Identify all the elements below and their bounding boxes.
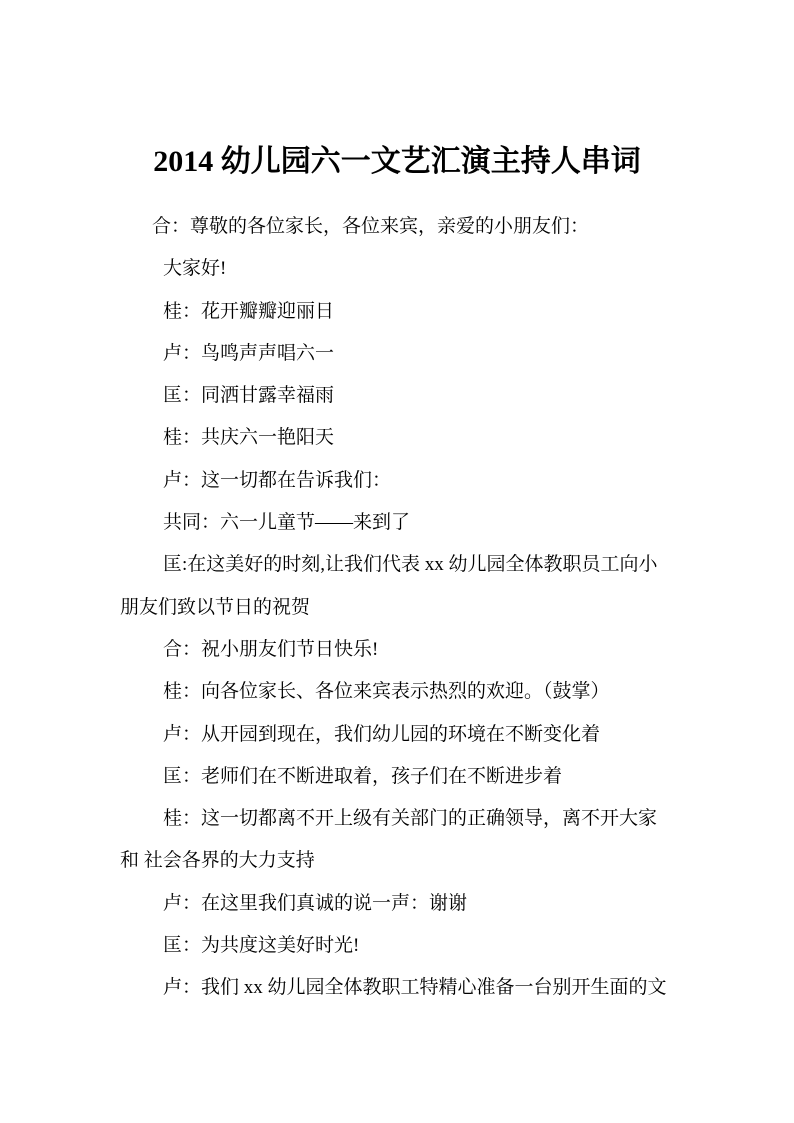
script-line: 匡：为共度这美好时光! (163, 935, 360, 957)
document-title: 2014 幼儿园六一文艺汇演主持人串词 (153, 145, 641, 178)
script-line: 合：尊敬的各位家长，各位来宾，亲爱的小朋友们： (152, 216, 590, 237)
script-line: 卢：这一切都在告诉我们： (163, 469, 392, 491)
script-line: 共同：六一儿童节——来到了 (163, 512, 411, 534)
script-line: 桂：这一切都离不开上级有关部门的正确领导，离不开大家 (163, 808, 658, 830)
script-line: 桂：共庆六一艳阳天 (163, 427, 335, 449)
script-line: 卢：从开园到现在，我们幼儿园的环境在不断变化着 (163, 723, 601, 745)
script-line: 桂：向各位家长、各位来宾表示热烈的欢迎。（鼓掌） (163, 681, 610, 703)
script-line: 朋友们致以节日的祝贺 (120, 596, 311, 618)
script-line: 卢：鸟鸣声声唱六一 (163, 342, 335, 364)
document-body (0, 206, 794, 1010)
script-line: 匡：同洒甘露幸福雨 (163, 385, 335, 407)
script-line: 桂：花开瓣瓣迎丽日 (163, 300, 335, 322)
script-line: 合：祝小朋友们节日快乐! (163, 638, 379, 660)
script-line: 卢：在这里我们真诚的说一声：谢谢 (163, 892, 468, 914)
script-line: 匡：老师们在不断进取着，孩子们在不断进步着 (163, 765, 563, 787)
script-line: 和 社会各界的大力支持 (120, 850, 315, 872)
script-line: 匡:在这美好的时刻,让我们代表 xx 幼儿园全体教职员工向小 (163, 554, 658, 576)
script-line: 卢：我们 xx 幼儿园全体教职工特精心准备一台别开生面的文 (163, 977, 667, 999)
script-line: 大家好! (163, 258, 227, 280)
